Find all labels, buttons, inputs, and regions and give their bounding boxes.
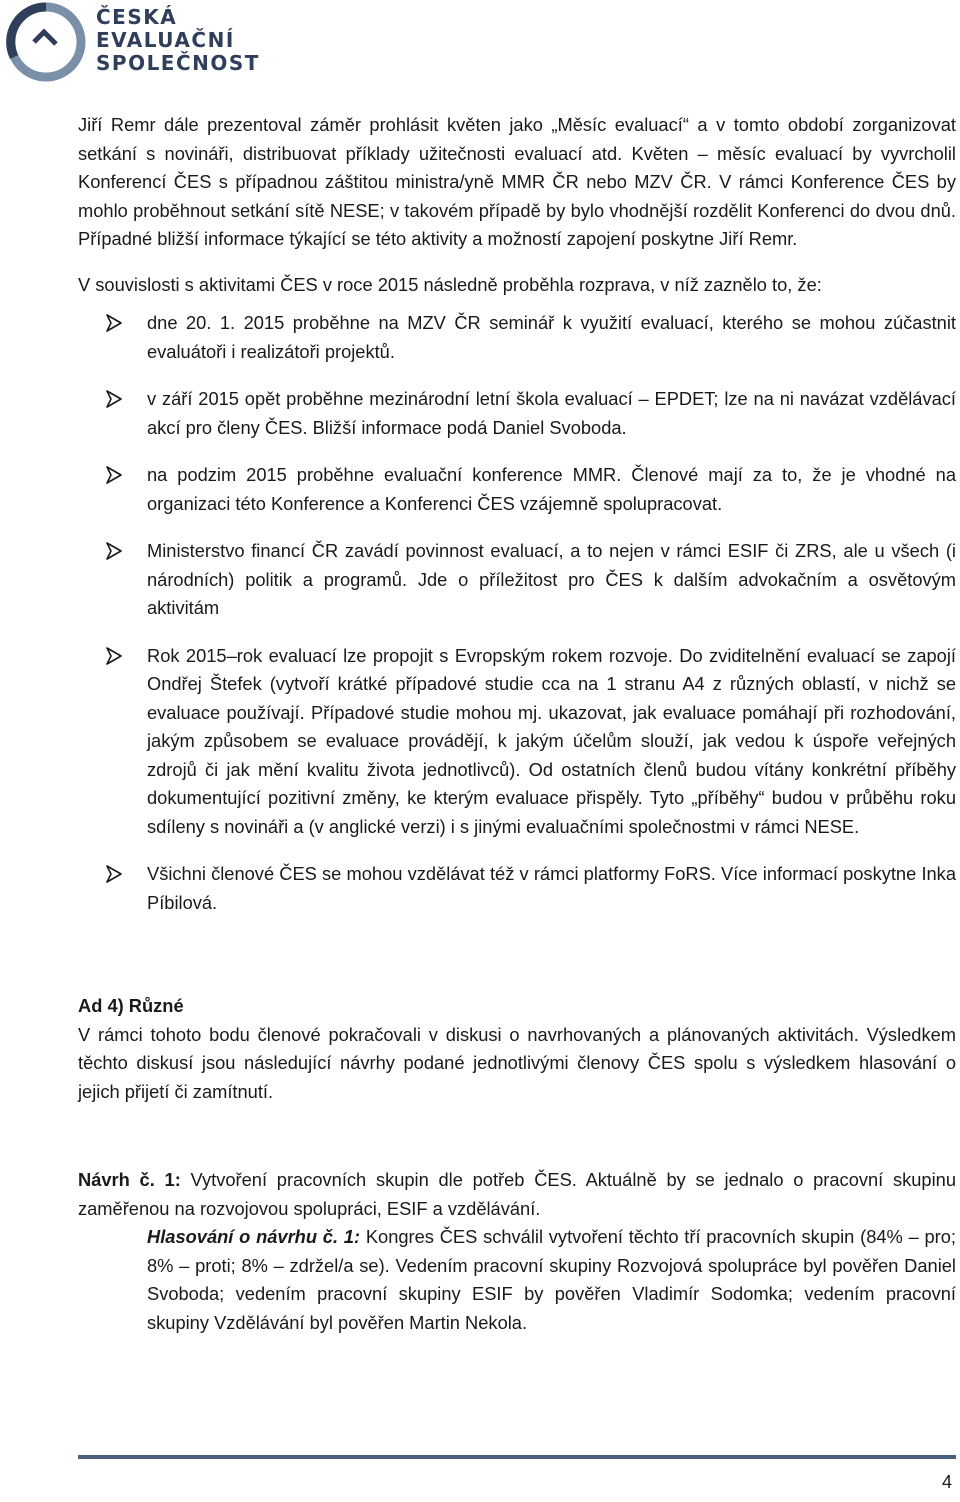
bullet-list (78, 309, 956, 917)
logo-line-2: EVALUAČNÍ (96, 28, 235, 52)
proposal-paragraph (78, 1166, 956, 1223)
logo-ring-icon (4, 2, 88, 82)
arrow-bullet-icon (106, 865, 122, 883)
section-text: V rámci tohoto bodu členové pokračovali v diskusi o navrhovaných a plánovaných aktivitách. Výsledkem těchto diskusí jsou následující návrhy podané jednotlivými členovy ČES spolu s výsledkem hlasování o jejich přijetí či zamítnutí. (78, 1023, 956, 1102)
footer-rule (78, 1455, 956, 1459)
proposal-text: Vytvoření pracovních skupin dle potřeb ČES. Aktuálně by se jednalo o pracovní skupinu zaměřenou na rozvojovou spolupráci, ESIF a vzdělávání. (78, 1169, 956, 1219)
list-item (78, 461, 956, 518)
logo-line-3: SPOLEČNOST (96, 51, 260, 75)
page-number: 4 (941, 1472, 952, 1492)
list-item-text: v září 2015 opět proběhne mezinárodní letní škola evaluací – EPDET; lze na ni navázat vzdělávací akcí pro členy ČES. Bližší informace podá Daniel Svoboda. (147, 388, 956, 438)
list-item (78, 860, 956, 917)
list-item-text: na podzim 2015 proběhne evaluační konference MMR. Členové mají za to, že je vhodné na organizaci této Konference a Konferenci ČES vzájemně spolupracovat. (147, 464, 956, 514)
list-item-text: Ministerstvo financí ČR zavádí povinnost evaluací, a to nejen v rámci ESIF či ZRS, ale u všech (i národních) politik a programů. Jde o příležitost pro ČES k dalším advokačním a osvětovým aktivitám (147, 540, 956, 618)
proposal-1 (78, 1166, 956, 1337)
arrow-bullet-icon (106, 647, 122, 665)
logo (4, 2, 294, 82)
vote-paragraph (147, 1223, 956, 1337)
logo-line-1: ČESKÁ (96, 5, 178, 29)
arrow-bullet-icon (106, 314, 122, 332)
arrow-bullet-icon (106, 542, 122, 560)
arrow-bullet-icon (106, 466, 122, 484)
list-item-text: Všichni členové ČES se mohou vzdělávat též v rámci platformy FoRS. Více informací poskytne Inka Píbilová. (147, 863, 956, 913)
arrow-bullet-icon (106, 390, 122, 408)
list-item-text: dne 20. 1. 2015 proběhne na MZV ČR seminář k využití evaluací, kterého se mohou zúčastnit evaluátoři i realizátoři projektů. (147, 312, 956, 362)
lead-sentence: V souvislosti s aktivitami ČES v roce 2015 následně proběhla rozprava, v níž zaznělo to, že: (78, 273, 822, 295)
section-ad-4 (78, 992, 956, 1106)
logo-text (96, 6, 260, 75)
proposal-label: Návrh č. 1: (78, 1169, 181, 1190)
section-heading: Ad 4) Různé (78, 995, 184, 1016)
list-item (78, 642, 956, 842)
list-item-text: Rok 2015–rok evaluací lze propojit s Evropským rokem rozvoje. Do zviditelnění evaluací se zapojí Ondřej Štefek (vytvoří krátké případové studie cca na 1 stranu A4 z různých oblastí, v nichž se evaluace používají. Případové studie mohou mj. ukazovat, jak evaluace pomáhají při rozhodování, jakým způsobem se evaluace provádějí, k jakým účelům slouží, jak vedou k úspoře veřejných zdrojů či jak mění kvalitu života jednotlivců). Od ostatních členů budou vítány konkrétní příběhy dokumentující pozitivní změny, ke kterým evaluace přispěly. Tyto „příběhy“ budou v průběhu roku sdíleny s novináři a (v anglické verzi) i s jinými evaluačními společnostmi v rámci NESE. (147, 644, 956, 837)
list-item (78, 385, 956, 442)
vote-text: Kongres ČES schválil vytvoření těchto tří pracovních skupin (84% – pro; 8% – proti; 8% – zdržel/a se). Vedením pracovní skupiny Rozvojová spolupráce byl pověřen Daniel Svoboda; vedením pracovní skupiny ESIF by pověřen Vladimír Sodomka; vedením pracovní skupiny Vzdělávání byl pověřen Martin Nekola. (147, 1226, 957, 1333)
document-body (78, 111, 956, 1337)
intro-paragraph: Jiří Remr dále prezentoval záměr prohlásit květen jako „Měsíc evaluací“ a v tomto období zorganizovat setkání s novináři, distribuovat příklady užitečnosti evaluací atd. Květen – měsíc evaluací by vyvrcholil Konferencí ČES s případnou záštitou ministra/yně MMR ČR nebo MZV ČR. V rámci Konference ČES by mohlo proběhnout setkání sítě NESE; v takovém případě by bylo vhodnější rozdělit Konferenci do dvou dnů. Případné bližší informace týkající se této aktivity a možností zapojení poskytne Jiří Remr. (78, 114, 956, 249)
vote-label: Hlasování o návrhu č. 1: (147, 1226, 361, 1247)
list-item (78, 537, 956, 623)
list-item (78, 309, 956, 366)
